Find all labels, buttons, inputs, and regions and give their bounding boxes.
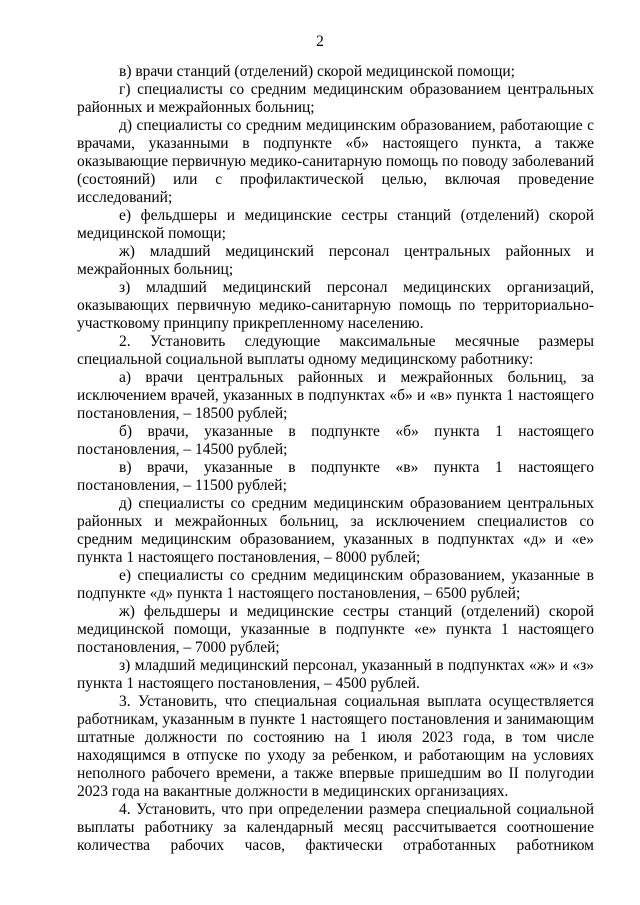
clause-2-item-e: е) специалисты со средним медицинским образованием, указанные в подпункте «д» пункта 1 настоящего постановления, – 6500 рублей; <box>77 567 594 602</box>
clause-2-item-z: з) младший медицинский персонал, указанный в подпунктах «ж» и «з» пункта 1 настоящего постановления, – 4500 рублей. <box>77 657 594 692</box>
page-number: 2 <box>316 33 324 50</box>
item-e-ambulance-paramedics: е) фельдшеры и медицинские сестры станций (отделений) скорой медицинской помощи; <box>77 207 594 242</box>
clause-2-item-v: в) врачи, указанные в подпункте «в» пункта 1 настоящего постановления, – 11500 рублей; <box>77 459 594 494</box>
clause-2-item-a: а) врачи центральных районных и межрайонных больниц, за исключением врачей, указанных в подпунктах «б» и «в» пункта 1 настоящего постановления, – 18500 рублей; <box>77 369 594 422</box>
clause-4: 4. Установить, что при определении размера специальной социальной выплаты работнику за календарный месяц рассчитывается соотношение количества рабочих часов, фактически отработанных работником <box>77 801 594 854</box>
item-z-junior-staff-primary-care: з) младший медицинский персонал медицинских организаций, оказывающих первичную медико-санитарную помощь по территориально-участковому принципу прикрепленному населению. <box>77 279 594 332</box>
item-g-nurses-district-hospitals: г) специалисты со средним медицинским образованием центральных районных и межрайонных больниц; <box>77 81 594 116</box>
clause-2-intro: 2. Установить следующие максимальные месячные размеры специальной социальной выплаты одному медицинскому работнику: <box>77 333 594 368</box>
clause-2-item-b: б) врачи, указанные в подпункте «б» пункта 1 настоящего постановления, – 14500 рублей; <box>77 423 594 458</box>
clause-3: 3. Установить, что специальная социальная выплата осуществляется работникам, указанным в пункте 1 настоящего постановления и занимающим штатные должности по состоянию на 1 июля 2023 года, в том числе находящимся в отпуске по уходу за ребенком, и работающим на условиях неполного рабочего времени, а также впервые пришедшим во II полугодии 2023 года на вакантные должности в медицинских организациях. <box>77 693 594 800</box>
clause-2-item-d: д) специалисты со средним медицинским образованием центральных районных и межрайонных больниц, за исключением специалистов со средним медицинским образованием, указанных в подпунктах «д» и «е» пункта 1 настоящего постановления, – 8000 рублей; <box>77 495 594 566</box>
item-zh-junior-staff-hospitals: ж) младший медицинский персонал центральных районных и межрайонных больниц; <box>77 243 594 278</box>
item-v-ambulance-doctors: в) врачи станций (отделений) скорой медицинской помощи; <box>119 63 515 80</box>
item-d-nurses-with-doctors: д) специалисты со средним медицинским образованием, работающие с врачами, указанными в подпункте «б» настоящего пункта, а также оказывающие первичную медико-санитарную помощь по поводу заболеваний (состояний) или с профилактической целью, включая проведение исследований; <box>77 117 594 206</box>
clause-2-item-zh: ж) фельдшеры и медицинские сестры станций (отделений) скорой медицинской помощи, указанные в подпункте «е» пункта 1 настоящего постановления, – 7000 рублей; <box>77 603 594 656</box>
document-body <box>77 63 594 855</box>
